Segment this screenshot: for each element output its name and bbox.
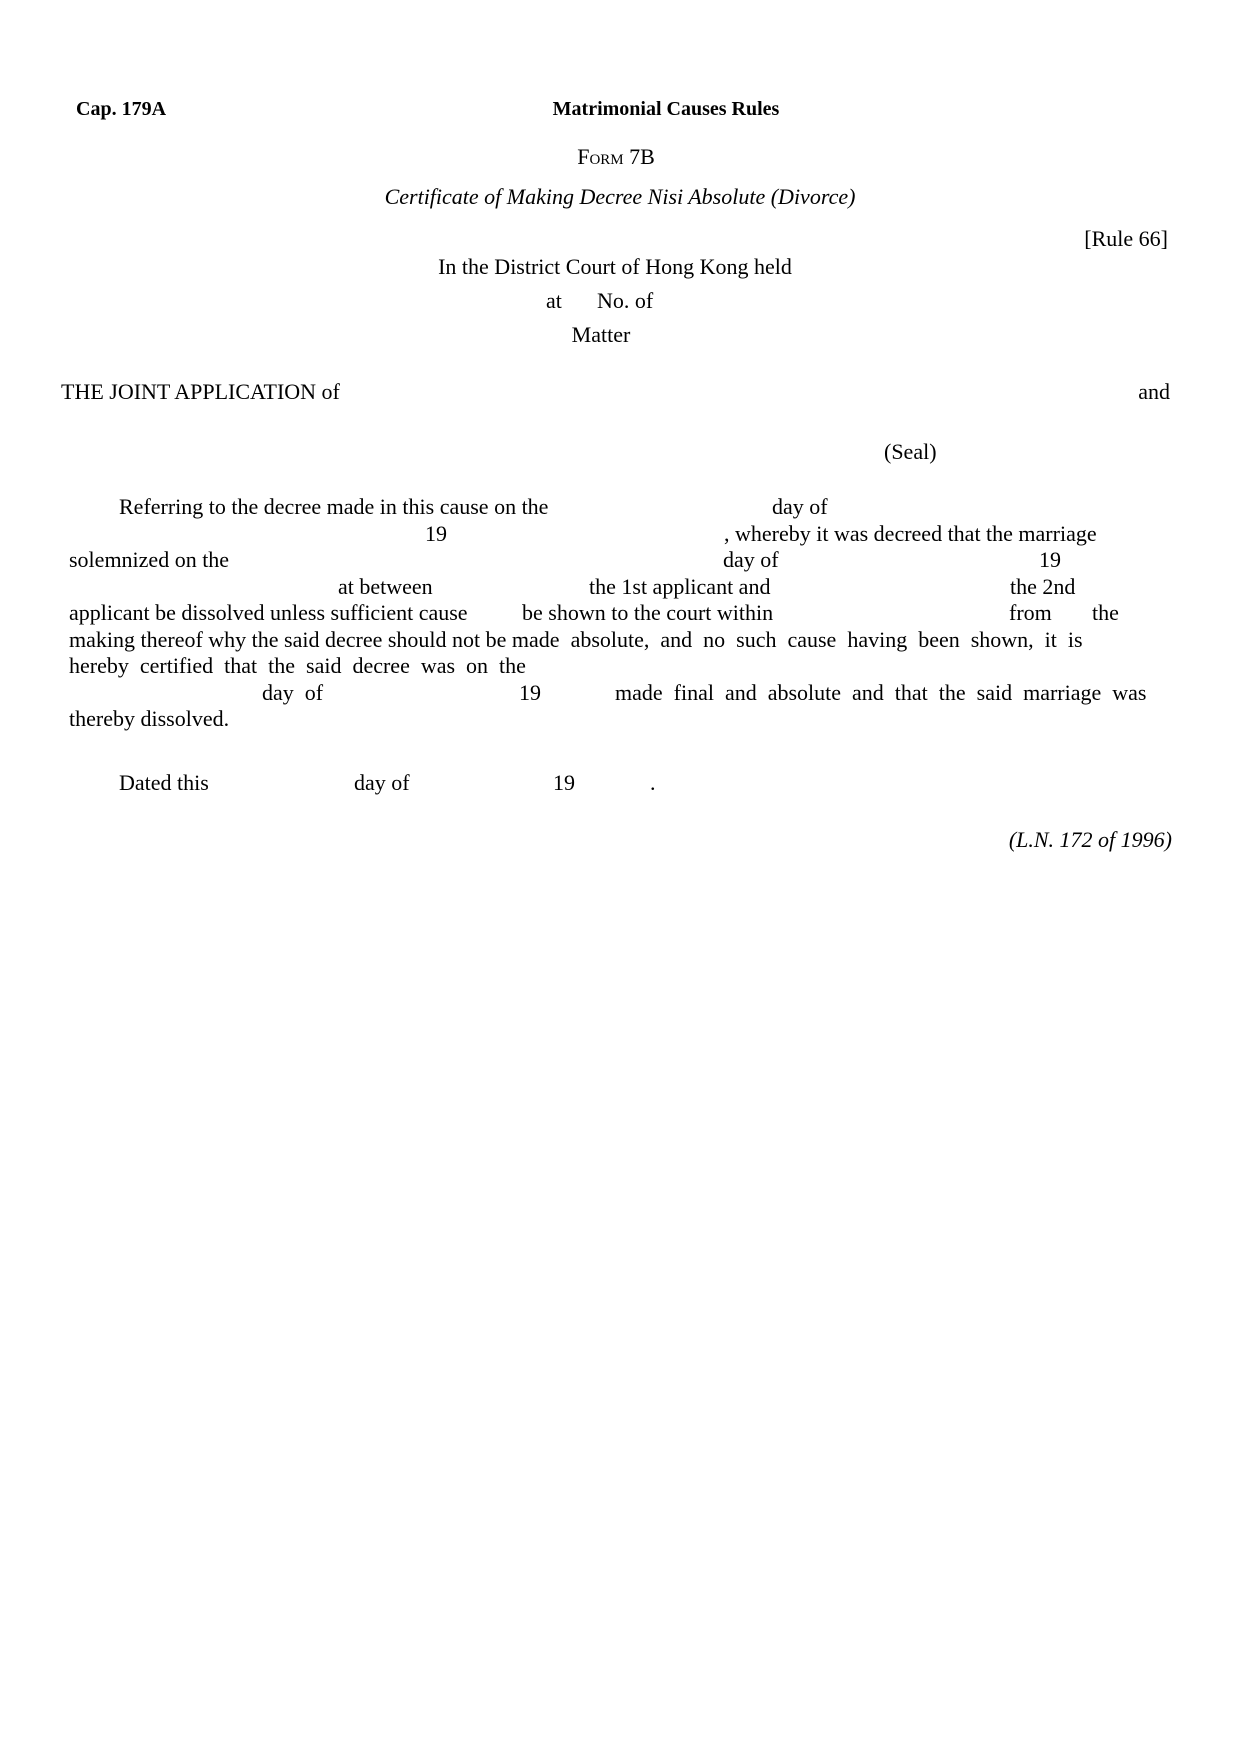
form-number: Form 7B <box>577 144 655 169</box>
matter-label: Matter <box>571 322 631 347</box>
body-line-9: thereby dissolved. <box>69 706 230 731</box>
and-label: and <box>1138 379 1170 404</box>
rule-reference: [Rule 66] <box>1084 226 1168 251</box>
dated-period: . <box>650 770 656 795</box>
body-line-4b: the 1st applicant and <box>589 574 771 599</box>
at-label: at <box>546 288 562 313</box>
body-line-8a: day of <box>262 680 324 705</box>
body-line-4c: the 2nd <box>1010 574 1076 599</box>
body-line-7: hereby certified that the said decree was on the <box>69 653 526 678</box>
body-line-5d: the <box>1092 600 1119 625</box>
body-line-5b: be shown to the court within <box>522 600 774 625</box>
joint-application-label: THE JOINT APPLICATION of <box>61 379 340 404</box>
body-line-2a: 19 <box>425 521 447 546</box>
legal-notice-citation: (L.N. 172 of 1996) <box>1008 827 1172 852</box>
dated-year-label: 19 <box>553 770 575 795</box>
body-line-3a: solemnized on the <box>69 547 230 572</box>
dated-this-label: Dated this <box>119 770 209 795</box>
seal-label: (Seal) <box>884 439 937 464</box>
body-line-3b: day of <box>723 547 779 572</box>
no-of-label: No. of <box>597 288 654 313</box>
body-line-1b: day of <box>772 494 828 519</box>
rules-title: Matrimonial Causes Rules <box>552 98 780 120</box>
body-line-1a: Referring to the decree made in this cause on the <box>119 494 549 519</box>
body-line-5c: from <box>1009 600 1052 625</box>
dated-day-of-label: day of <box>354 770 410 795</box>
body-line-8c: made final and absolute and that the said marriage was <box>615 680 1147 705</box>
body-line-8b: 19 <box>519 680 541 705</box>
body-line-5a: applicant be dissolved unless sufficient cause <box>69 600 468 625</box>
body-line-3c: 19 <box>1039 547 1061 572</box>
body-line-6: making thereof why the said decree should not be made absolute, and no such cause having been shown, it is <box>69 627 1083 652</box>
chapter-number: Cap. 179A <box>76 98 167 120</box>
body-line-4a: at between <box>338 574 433 599</box>
form-title: Certificate of Making Decree Nisi Absolute (Divorce) <box>384 184 856 209</box>
body-line-2b: , whereby it was decreed that the marriage <box>724 521 1097 546</box>
court-line: In the District Court of Hong Kong held <box>438 254 792 279</box>
